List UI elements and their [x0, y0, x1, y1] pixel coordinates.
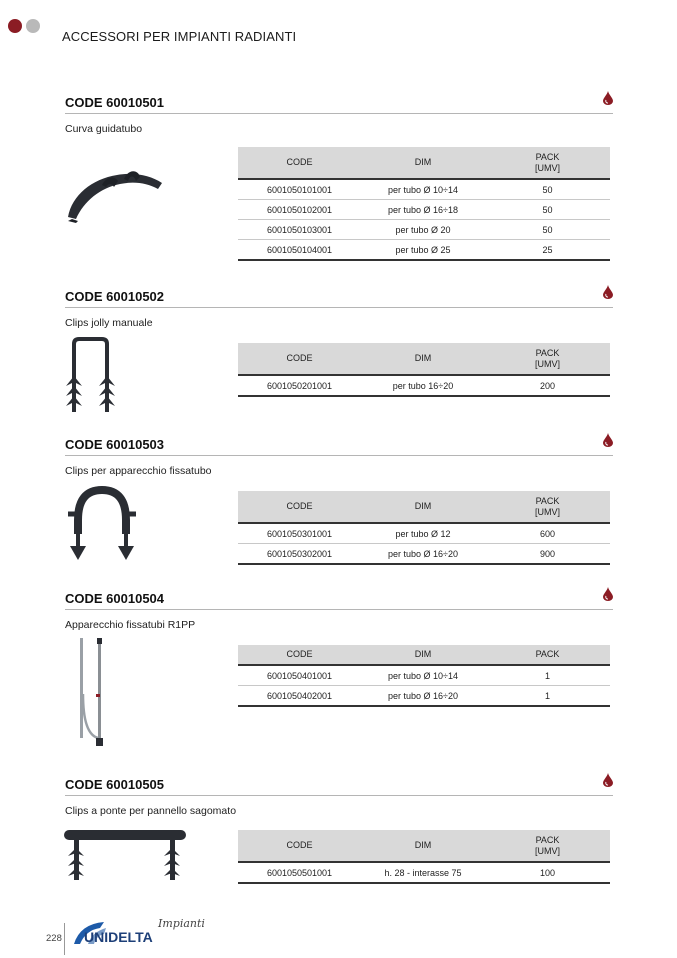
- product-table: [238, 645, 610, 707]
- table-row: 6001050201001 per tubo 16÷20 200: [238, 375, 610, 396]
- clips-a-ponte-image: [62, 826, 188, 884]
- clips-jolly-image: [62, 336, 120, 414]
- product-description: Clips per apparecchio fissatubo: [65, 465, 212, 477]
- product-table: [238, 147, 610, 261]
- col-header-pack: PACK [UMV]: [485, 830, 610, 862]
- product-code: CODE 60010501: [65, 95, 165, 110]
- table-row: 6001050102001 per tubo Ø 16÷18 50: [238, 200, 610, 220]
- footer-divider: [64, 923, 65, 955]
- brand-dot-grey: [26, 19, 40, 33]
- svg-text:Impianti: Impianti: [158, 917, 205, 930]
- brand-dot-red: [8, 19, 22, 33]
- section-divider: [65, 795, 613, 796]
- col-header-code: CODE: [238, 147, 361, 179]
- curva-guidatubo-image: [62, 165, 172, 225]
- product-code: CODE 60010502: [65, 289, 165, 304]
- col-header-dim: DIM: [361, 830, 485, 862]
- section-divider: [65, 307, 613, 308]
- col-header-dim: DIM: [361, 343, 485, 375]
- table-row: 6001050104001 per tubo Ø 25 25: [238, 240, 610, 261]
- col-header-dim: DIM: [361, 491, 485, 523]
- col-header-code: CODE: [238, 491, 361, 523]
- col-header-code: CODE: [238, 830, 361, 862]
- col-header-pack: PACK [UMV]: [485, 147, 610, 179]
- svg-text:UNIDELTA: UNIDELTA: [84, 929, 153, 945]
- table-row: 6001050402001 per tubo Ø 16÷20 1: [238, 686, 610, 707]
- product-description: Apparecchio fissatubi R1PP: [65, 619, 196, 631]
- product-description: Curva guidatubo: [65, 123, 143, 135]
- section-divider: [65, 455, 613, 456]
- col-header-pack: PACK [UMV]: [485, 343, 610, 375]
- apparecchio-fissatubi-image: [72, 634, 108, 750]
- table-row: 6001050501001 h. 28 - interasse 75 100: [238, 862, 610, 883]
- col-header-pack: PACK: [485, 645, 610, 665]
- product-code: CODE 60010504: [65, 591, 165, 606]
- drop-icon: [603, 91, 613, 105]
- col-header-pack: PACK [UMV]: [485, 491, 610, 523]
- clips-apparecchio-image: [62, 484, 142, 564]
- page-header: [0, 0, 677, 50]
- product-code: CODE 60010503: [65, 437, 165, 452]
- product-code: CODE 60010505: [65, 777, 165, 792]
- drop-icon: [603, 285, 613, 299]
- table-row: 6001050101001 per tubo Ø 10÷14 50: [238, 179, 610, 200]
- product-description: Clips jolly manuale: [65, 317, 153, 329]
- col-header-code: CODE: [238, 343, 361, 375]
- table-row: 6001050302001 per tubo Ø 16÷20 900: [238, 544, 610, 565]
- table-row: 6001050401001 per tubo Ø 10÷14 1: [238, 665, 610, 686]
- product-description: Clips a ponte per pannello sagomato: [65, 805, 237, 817]
- drop-icon: [603, 773, 613, 787]
- product-table: [238, 830, 610, 884]
- product-table: [238, 343, 610, 397]
- unidelta-logo: [70, 914, 220, 950]
- page-number: 228: [46, 933, 62, 944]
- drop-icon: [603, 587, 613, 601]
- table-row: 6001050301001 per tubo Ø 12 600: [238, 523, 610, 544]
- product-table: [238, 491, 610, 565]
- page-title: ACCESSORI PER IMPIANTI RADIANTI: [62, 29, 297, 44]
- section-divider: [65, 113, 613, 114]
- table-row: 6001050103001 per tubo Ø 20 50: [238, 220, 610, 240]
- col-header-code: CODE: [238, 645, 361, 665]
- drop-icon: [603, 433, 613, 447]
- col-header-dim: DIM: [361, 147, 485, 179]
- section-divider: [65, 609, 613, 610]
- col-header-dim: DIM: [361, 645, 485, 665]
